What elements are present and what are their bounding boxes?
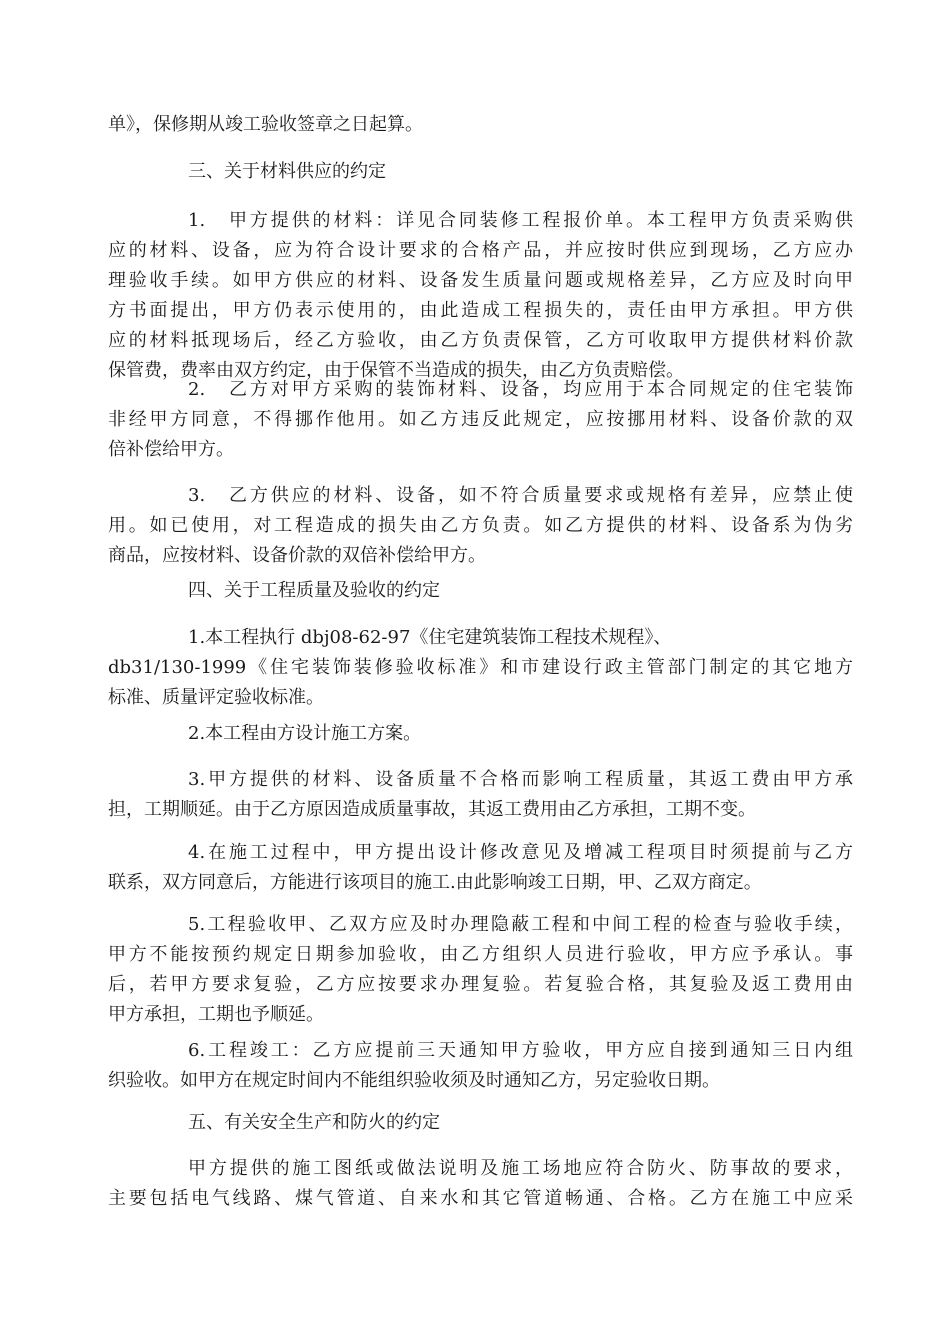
paragraph-line: 织验收。如甲方在规定时间内不能组织验收须及时通知乙方，另定验收日期。 (108, 1070, 720, 1091)
paragraph-line: 应的材料抵现场后，经乙方验收，由乙方负责保管，乙方可收取甲方提供材料价款 (108, 330, 853, 351)
paragraph-line: 联系，双方同意后，方能进行该项目的施工.由此影响竣工日期，甲、乙双方商定。 (108, 872, 762, 893)
paragraph-line: 1.本工程执行 dbj08-62-97《住宅建筑装饰工程技术规程》、 (188, 627, 672, 648)
paragraph-line: 主要包括电气线路、煤气管道、自来水和其它管道畅通、合格。乙方在施工中应采 (108, 1188, 853, 1209)
paragraph-line: 后，若甲方要求复验，乙方应按要求办理复验。若复验合格，其复验及返工费用由 (108, 974, 853, 995)
paragraph-line: 6.工程竣工：乙方应提前三天通知甲方验收，甲方应自接到通知三日内组 (188, 1040, 853, 1061)
paragraph-line: 保管费，费率由双方约定，由于保管不当造成的损失，由乙方负责赔偿。 (108, 360, 684, 381)
paragraph-line: 1. 甲方提供的材料：详见合同装修工程报价单。本工程甲方负责采购供 (188, 210, 853, 231)
paragraph-line: 甲方承担，工期也予顺延。 (108, 1004, 324, 1025)
paragraph-line: 单》，保修期从竣工验收签章之日起算。 (108, 114, 423, 135)
paragraph-line: 商品，应按材料、设备价款的双倍补偿给甲方。 (108, 545, 486, 566)
paragraph-line: 2. 乙方对甲方采购的装饰材料、设备，均应用于本合同规定的住宅装饰 (188, 379, 853, 400)
paragraph-materials-3 (108, 481, 853, 571)
paragraph-line: 4.在施工过程中，甲方提出设计修改意见及增减工程项目时须提前与乙方 (188, 842, 853, 863)
paragraph-quality-2 (108, 719, 853, 749)
paragraph-quality-6 (108, 1036, 853, 1096)
paragraph-line: 应的材料、设备，应为符合设计要求的合格产品，并应按时供应到现场，乙方应办 (108, 240, 853, 261)
paragraph-line: 甲方提供的施工图纸或做法说明及施工场地应符合防火、防事故的要求， (188, 1158, 853, 1179)
paragraph-line: 3. 乙方供应的材料、设备，如不符合质量要求或规格有差异，应禁止使 (188, 485, 853, 506)
paragraph-line: 倍补偿给甲方。 (108, 439, 234, 460)
section-heading-quality (108, 576, 853, 606)
paragraph-quality-5 (108, 910, 853, 1030)
section-heading-safety (108, 1108, 853, 1138)
paragraph-quality-1 (108, 623, 853, 713)
paragraph-line: db31/130-1999《住宅装饰装修验收标准》和市建设行政主管部门制定的其它地方 (108, 657, 853, 678)
paragraph-line: 非经甲方同意，不得挪作他用。如乙方违反此规定，应按挪用材料、设备价款的双 (108, 409, 853, 430)
paragraph-safety-1 (108, 1154, 853, 1214)
section-heading-line: 五、有关安全生产和防火的约定 (188, 1112, 440, 1133)
paragraph-line: 甲方不能按预约规定日期参加验收，由乙方组织人员进行验收，甲方应予承认。事 (108, 944, 853, 965)
paragraph-line: 担，工期顺延。由于乙方原因造成质量事故，其返工费用由乙方承担，工期不变。 (108, 799, 756, 820)
paragraph-quality-4 (108, 838, 853, 898)
paragraph-line: 3.甲方提供的材料、设备质量不合格而影响工程质量，其返工费由甲方承 (188, 769, 853, 790)
paragraph-materials-2 (108, 375, 853, 465)
paragraph-line: 用。如已使用，对工程造成的损失由乙方负责。如乙方提供的材料、设备系为伪劣 (108, 515, 853, 536)
paragraph-line: 方书面提出，甲方仍表示使用的，由此造成工程损失的，责任由甲方承担。甲方供 (108, 300, 853, 321)
section-heading-line: 四、关于工程质量及验收的约定 (188, 580, 440, 601)
paragraph-line: 理验收手续。如甲方供应的材料、设备发生质量问题或规格差异，乙方应及时向甲 (108, 270, 853, 291)
paragraph-quality-3 (108, 765, 853, 825)
section-heading-materials (108, 157, 853, 187)
paragraph-warranty-tail (108, 110, 853, 140)
paragraph-line: 5.工程验收甲、乙双方应及时办理隐蔽工程和中间工程的检查与验收手续， (188, 914, 853, 935)
paragraph-materials-1 (108, 206, 853, 386)
paragraph-line: 2.本工程由方设计施工方案。 (188, 723, 422, 744)
paragraph-line: 标准、质量评定验收标准。 (108, 687, 324, 708)
section-heading-line: 三、关于材料供应的约定 (188, 161, 386, 182)
